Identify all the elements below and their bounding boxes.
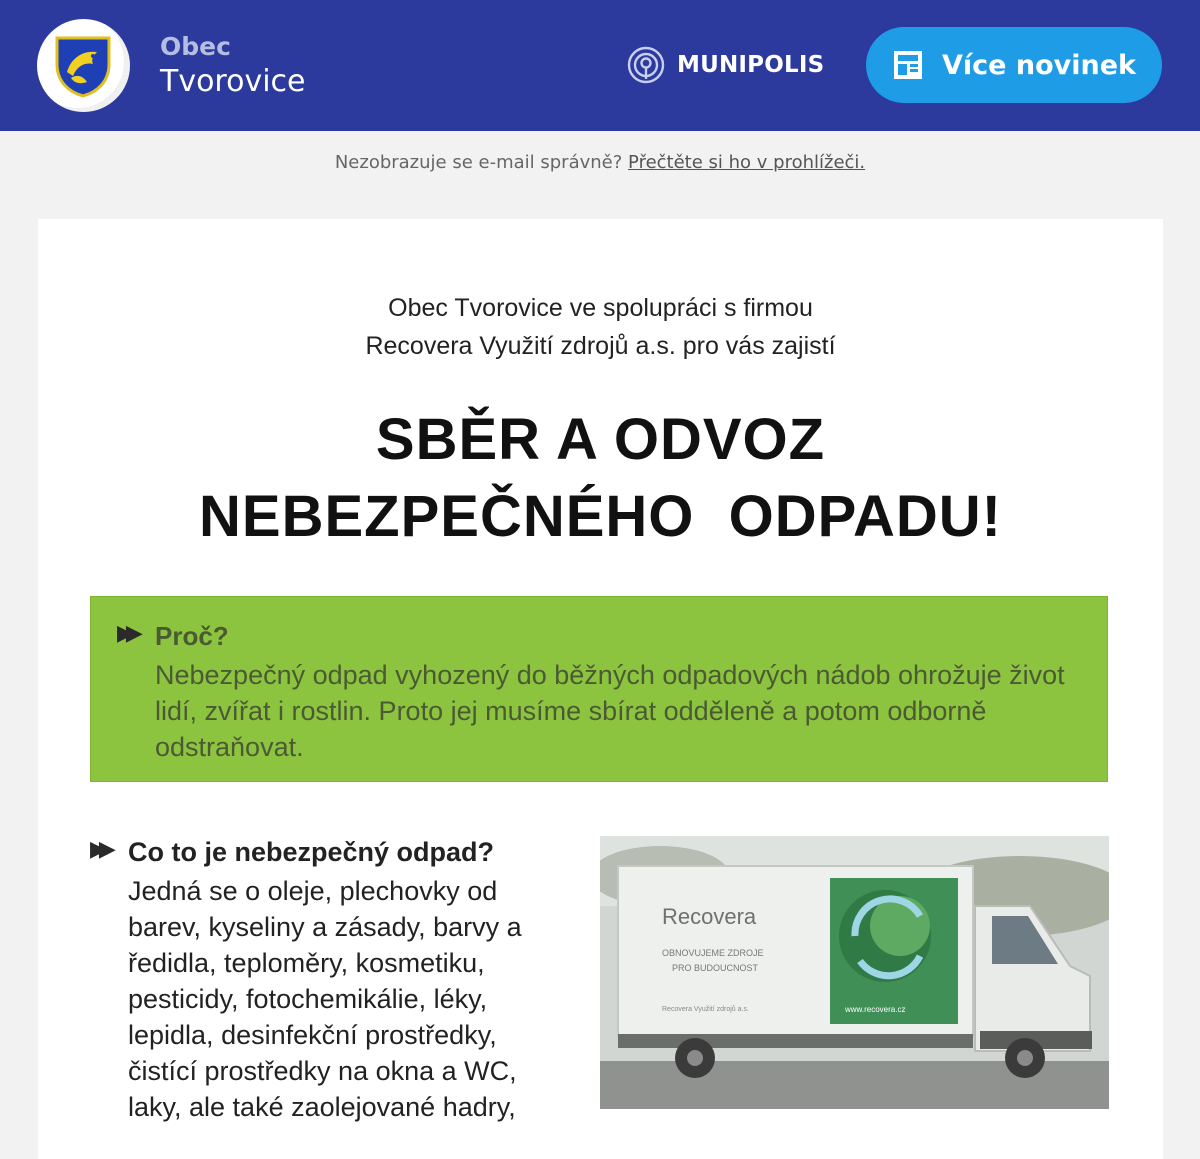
why-text: Nebezpečný odpad vyhozený do běžných odpadových nádob ohrožuje život lidí, zvířat i rostlin. Proto jej musíme sbírat odděleně a potom odborně odstraňovat. [155, 660, 1065, 762]
view-in-browser-link[interactable]: Přečtěte si ho v prohlížeči. [628, 152, 866, 173]
headline-line-2: NEBEZPEČNÉHO ODPADU! [199, 484, 1002, 549]
munipolis-brand[interactable] [627, 46, 824, 84]
town-logo[interactable] [37, 19, 130, 112]
truck-slogan-2: PRO BUDOUCNOST [672, 963, 759, 973]
broadcast-icon [627, 46, 665, 84]
truck-brand: Recovera [662, 904, 757, 929]
view-in-browser-notice [0, 152, 1200, 173]
truck-slogan-1: OBNOVUJEME ZDROJE [662, 948, 764, 958]
town-name: Tvorovice [160, 64, 306, 99]
intro-text [38, 289, 1163, 365]
notice-text: Nezobrazuje se e-mail správně? [334, 152, 623, 173]
more-news-label: Více novinek [942, 49, 1136, 81]
truck-company: Recovera Využití zdrojů a.s. [662, 1006, 749, 1013]
headline-line-1: SBĚR A ODVOZ [375, 407, 826, 472]
truck-photo [600, 836, 1109, 1109]
headline [38, 401, 1163, 555]
header-bar [0, 0, 1200, 131]
what-title: Co to je nebezpečný odpad? [128, 837, 495, 867]
coat-of-arms-icon [53, 34, 113, 98]
truck-web: www.recovera.cz [845, 1005, 906, 1014]
brand-label: MUNIPOLIS [677, 52, 825, 78]
double-arrow-icon: ▶▶ [117, 621, 135, 646]
why-section [90, 596, 1108, 782]
why-title: Proč? [155, 621, 229, 651]
what-text: Jedná se o oleje, plechovky od barev, kyseliny a zásady, barvy a ředidla, teploměry, kosmetiku, pesticidy, fotochemikálie, léky, lepidla, desinfekční prostředky, čistící prostředky na okna a WC, laky, ale také zaolejované hadry, [128, 876, 522, 1122]
intro-line-2: Recovera Využití zdrojů a.s. pro vás zajistí [365, 332, 836, 360]
double-arrow-icon: ▶▶ [90, 837, 108, 862]
town-prefix: Obec [160, 32, 231, 61]
truck-illustration [600, 836, 1109, 1109]
more-news-button[interactable] [866, 27, 1162, 103]
email-content-card [38, 219, 1163, 1159]
newspaper-icon [892, 49, 924, 81]
intro-line-1: Obec Tvorovice ve spolupráci s firmou [388, 294, 813, 322]
